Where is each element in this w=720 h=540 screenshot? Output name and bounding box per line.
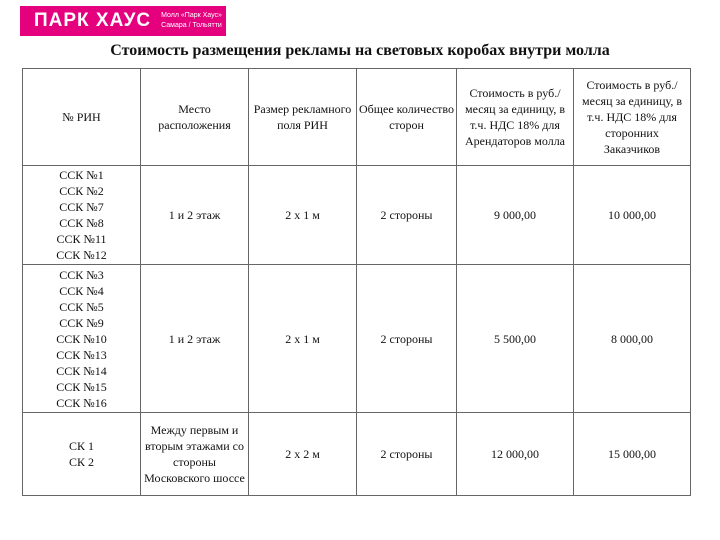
- header-rin-number: № РИН: [23, 69, 141, 166]
- price-tenants-cell: 12 000,00: [457, 413, 574, 496]
- rin-code: ССК №14: [56, 363, 107, 378]
- rin-code: СК 1: [68, 439, 94, 453]
- price-tenants-cell: 5 500,00: [457, 265, 574, 413]
- logo-line-1: Молл «Парк Хаус»: [161, 12, 222, 19]
- pricing-table: [22, 68, 691, 496]
- rin-code: ССК №5: [59, 299, 104, 314]
- price-external-cell: 8 000,00: [574, 265, 691, 413]
- size-cell: 2 х 1 м: [249, 265, 357, 413]
- location-cell: 1 и 2 этаж: [141, 265, 249, 413]
- price-tenants-cell: 9 000,00: [457, 166, 574, 265]
- table-header-row: [23, 69, 691, 166]
- rin-code: ССК №10: [56, 331, 107, 346]
- rin-code: ССК №7: [59, 200, 104, 214]
- sides-cell: 2 стороны: [357, 413, 457, 496]
- header-price-external: Стоимость в руб./месяц за единицу, в т.ч. НДС 18% для сторонних Заказчиков: [574, 69, 691, 166]
- header-price-tenants: Стоимость в руб./месяц за единицу, в т.ч. НДС 18% для Арендаторов молла: [457, 69, 574, 166]
- location-cell: 1 и 2 этаж: [141, 166, 249, 265]
- header-size: Размер рекламного поля РИН: [249, 69, 357, 166]
- location-cell: Между первым и вторым этажами со стороны Московского шоссе: [141, 413, 249, 496]
- logo-name: ПАРК ХАУС: [34, 10, 152, 31]
- size-cell: 2 х 1 м: [249, 166, 357, 265]
- price-external-cell: 10 000,00: [574, 166, 691, 265]
- table-row: [23, 166, 691, 265]
- sides-cell: 2 стороны: [357, 166, 457, 265]
- table-row: [23, 265, 691, 413]
- price-external-cell: 15 000,00: [574, 413, 691, 496]
- rin-codes-cell: [23, 413, 141, 496]
- rin-codes-cell: [23, 265, 141, 413]
- rin-code: ССК №13: [56, 347, 107, 362]
- logo-line-2: Самара / Тольятти: [161, 22, 222, 29]
- rin-codes-cell: [23, 166, 141, 265]
- rin-code: ССК №15: [56, 379, 107, 394]
- header-location: Место расположения: [141, 69, 249, 166]
- rin-code: ССК №8: [59, 216, 104, 230]
- sides-cell: 2 стороны: [357, 265, 457, 413]
- rin-code: ССК №4: [59, 283, 104, 298]
- header-sides: Общее количество сторон: [357, 69, 457, 166]
- rin-code: ССК №3: [59, 267, 104, 282]
- table-row: [23, 413, 691, 496]
- page-title: Стоимость размещения рекламы на световых коробах внутри молла: [110, 42, 610, 59]
- rin-code: СК 2: [68, 455, 94, 469]
- size-cell: 2 х 2 м: [249, 413, 357, 496]
- rin-code: ССК №12: [56, 248, 107, 262]
- rin-code: ССК №1: [59, 168, 104, 182]
- logo: [20, 6, 226, 36]
- rin-code: ССК №2: [59, 184, 104, 198]
- rin-code: ССК №11: [56, 232, 107, 246]
- rin-code: ССК №16: [56, 395, 107, 410]
- rin-code: ССК №9: [59, 315, 104, 330]
